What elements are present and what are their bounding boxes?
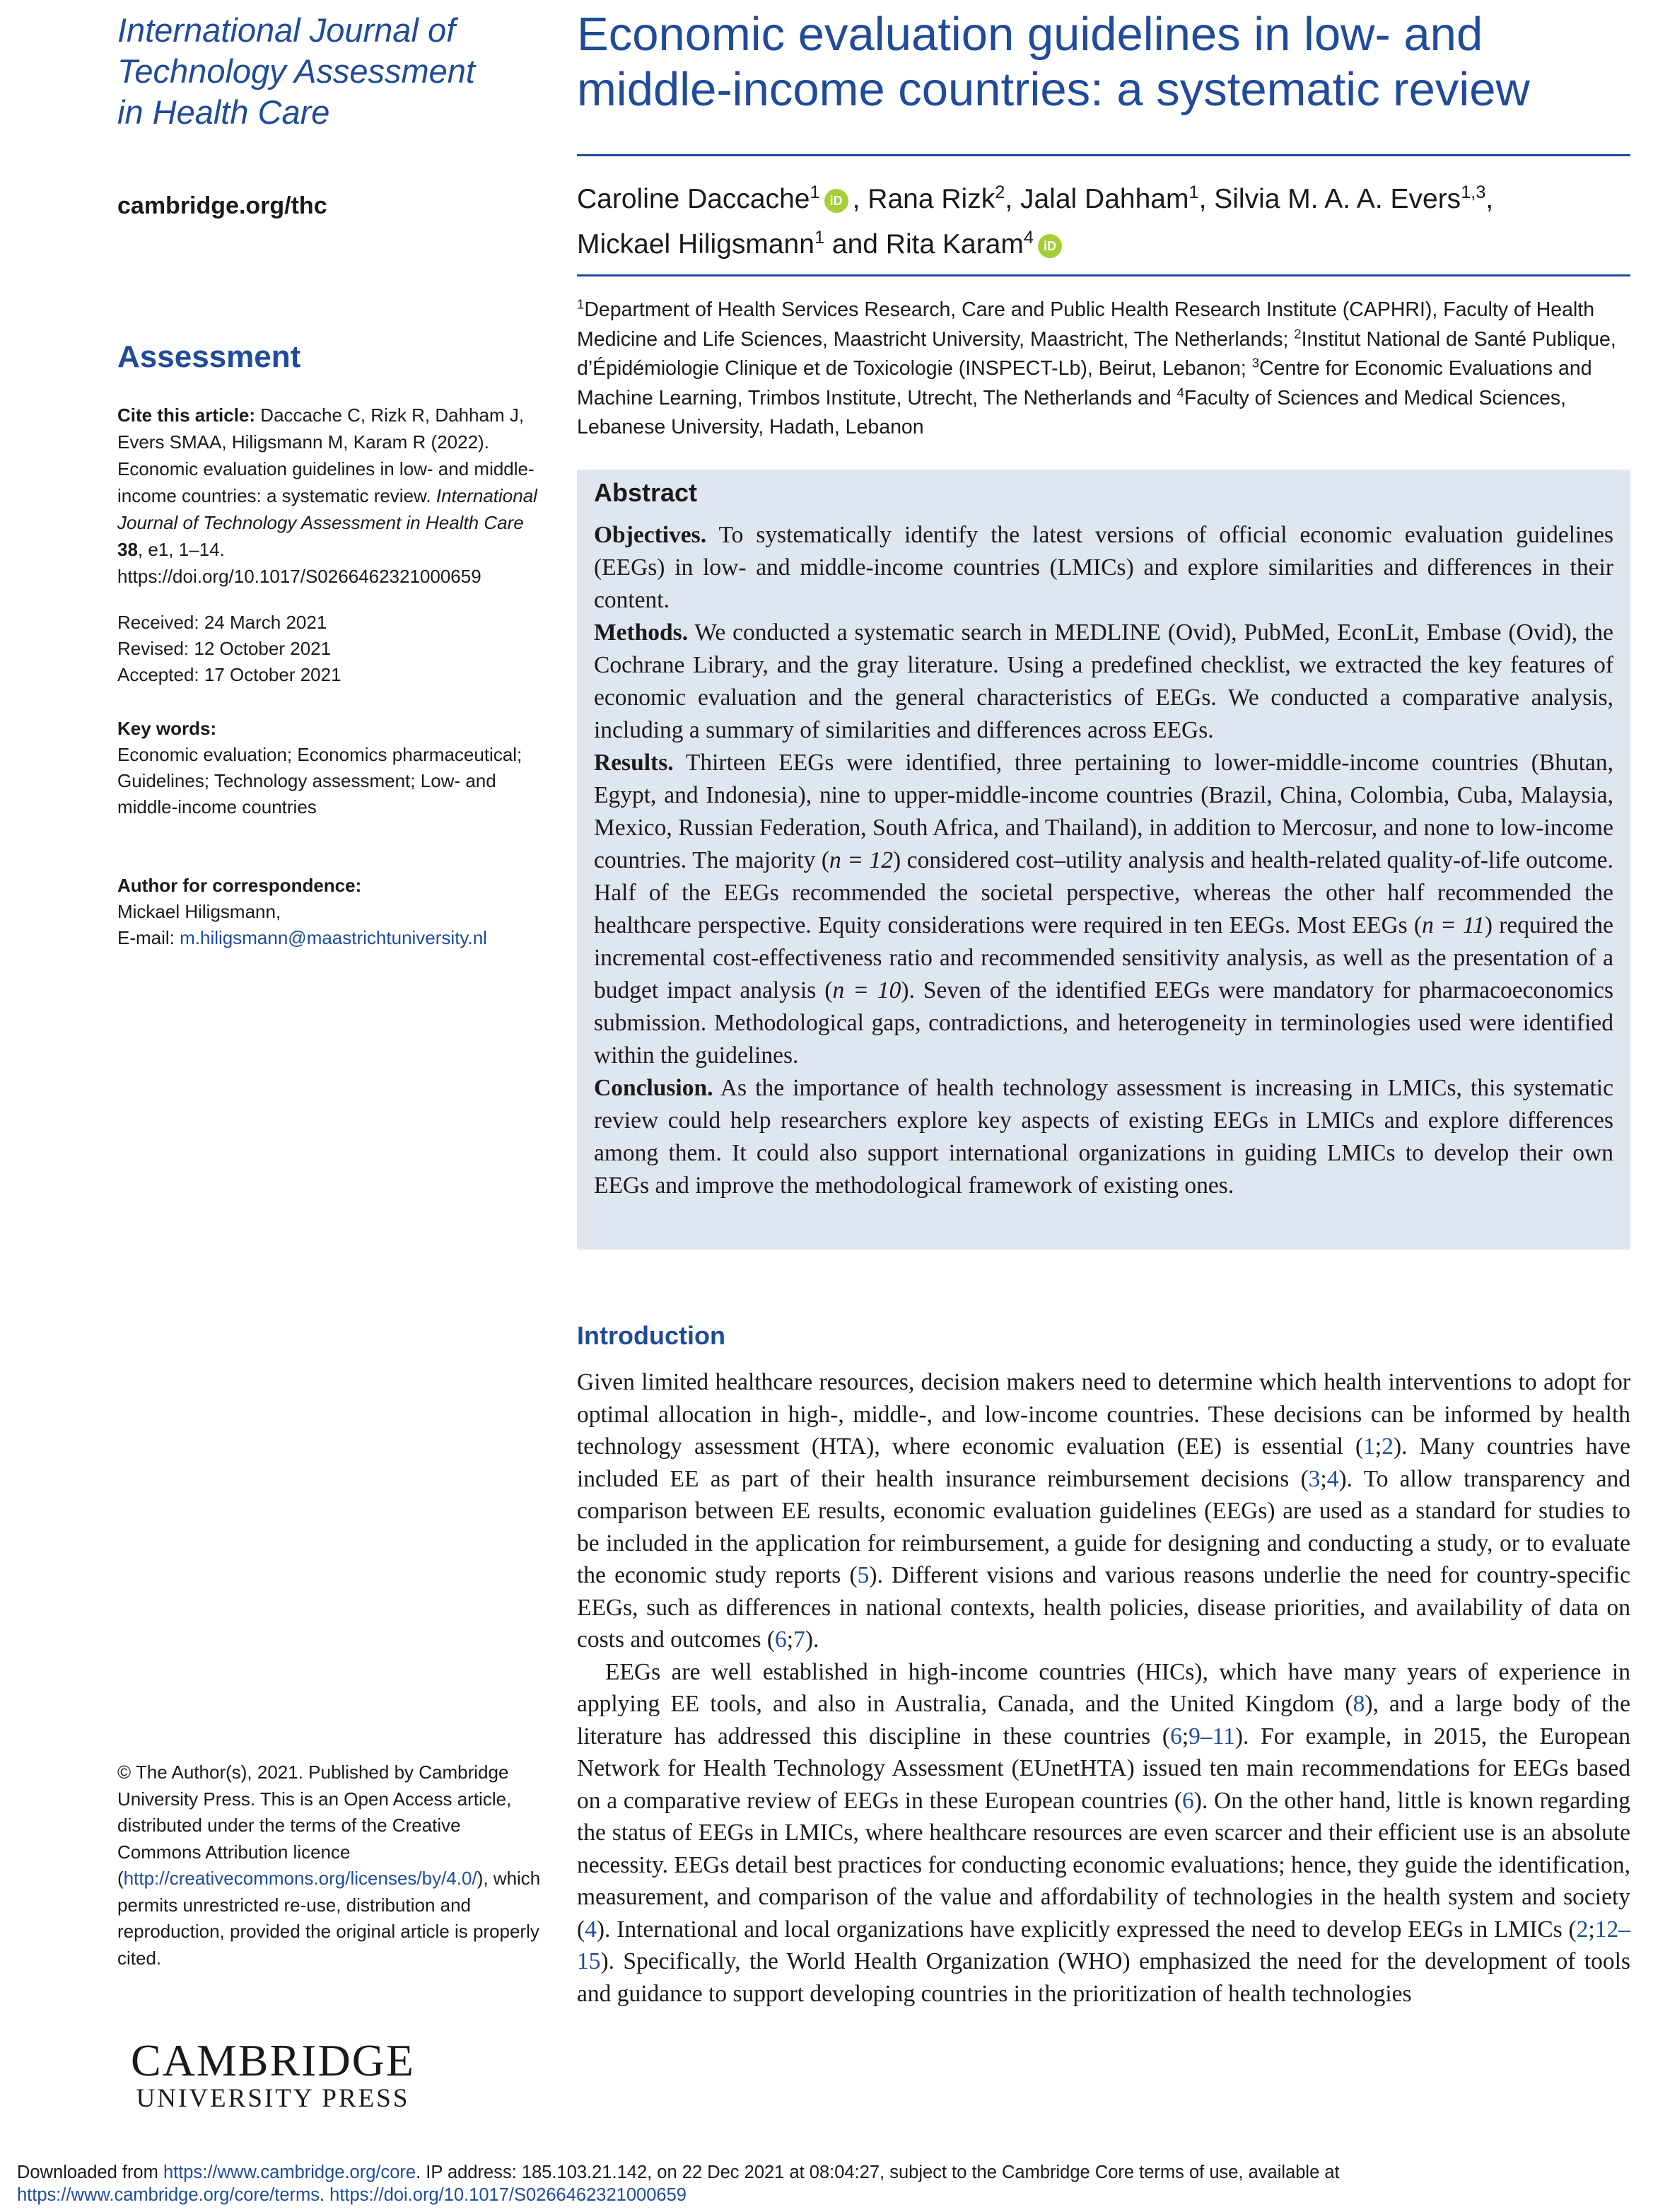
cambridge-logo (117, 2037, 428, 2113)
correspondence-name: Mickael Hiligsmann, (117, 901, 281, 922)
reference-link[interactable]: 4 (585, 1916, 597, 1943)
introduction-paragraph-1 (577, 1366, 1630, 1656)
journal-name: International Journal of Technology Assessment in Health Care (117, 11, 475, 131)
body-text: ). To allow transparency and comparison between EE results, economic evaluation guidelines (EEGs) are used as a standard for studies to be included in the application for reimbursement, a guide for designing and conducting a study, or to evaluate the economic study reports ( (577, 1465, 1630, 1588)
affiliation-mark: 2 (1294, 326, 1302, 341)
affiliation-text: Faculty of Sciences and Medical Sciences, Lebanese University, Hadath, Lebanon (577, 386, 1567, 438)
reference-link[interactable]: 4 (1326, 1465, 1339, 1492)
history-dates (117, 610, 542, 688)
author-name: Jalal Dahham (1020, 184, 1189, 214)
keywords-text: Economic evaluation; Economics pharmaceutical; Guidelines; Technology assessment; Low- and middle-income countries (117, 744, 522, 817)
terms-link[interactable]: https://www.cambridge.org/core/terms (17, 2185, 320, 2205)
logo-wordmark: CAMBRIDGE (130, 2035, 416, 2085)
download-footer: Downloaded from https://www.cambridge.org/core. IP address: 185.103.21.142, on 22 Dec 2021 at 08:04:27, subject to the Cambridge Core terms of use, available at https://www.cambridge.org/core/terms. https://doi.org/10.1017/S0266462321000659 (17, 2162, 1340, 2205)
affiliation-mark: 4 (1176, 385, 1184, 400)
orcid-icon[interactable]: iD (1038, 234, 1062, 258)
introduction-body (577, 1366, 1630, 2010)
body-text: EEGs are well established in high-income countries (HICs), which have many years of experience in applying EE tools, and also in Australia, Canada, and the United Kingdom ( (577, 1658, 1630, 1717)
body-text: ). Many countries have included EE as part of their health insurance reimbursement decisions ( (577, 1433, 1630, 1492)
author-separator: , (1198, 184, 1215, 214)
body-text: ; (1320, 1465, 1327, 1492)
correspondence-block (117, 873, 542, 951)
received-date: Received: 24 March 2021 (117, 612, 327, 633)
title-divider (577, 154, 1630, 156)
keywords-block (117, 716, 542, 820)
license-text: © The Author(s), 2021. Published by Cambridge University Press. This is an Open Access article, distributed under the terms of the Creative Commons Attribution licence ( (117, 1762, 512, 1889)
author-separator: and (824, 229, 886, 260)
reference-link[interactable]: 6 (1182, 1787, 1194, 1814)
author-separator: , (1005, 184, 1020, 214)
body-text: ; (1374, 1433, 1382, 1460)
reference-link[interactable]: 7 (793, 1626, 805, 1653)
reference-link[interactable]: 3 (1308, 1465, 1321, 1492)
cite-text: Daccache C, Rizk R, Dahham J, Evers SMAA, Hiligsmann M, Karam R (2022). Economic evaluation guidelines in low- and middle-income countries: a systematic review. (117, 404, 535, 506)
author-affiliation-mark: 1 (1188, 182, 1199, 202)
affiliation-mark: 3 (1251, 355, 1260, 371)
affiliation-text: Centre for Economic Evaluations and Machine Learning, Trimbos Institute, Utrecht, The Netherlands and (577, 357, 1592, 409)
author-list (577, 177, 1637, 267)
reference-link[interactable]: 12–15 (577, 1916, 1630, 1974)
article-type-label: Assessment (117, 339, 301, 374)
body-text: Given limited healthcare resources, decision makers need to determine which health interventions to adopt for optimal allocation in high-, middle-, and low-income countries. These decisions can be informed by health technology assessment (HTA), where economic evaluation (EE) is essential ( (577, 1369, 1630, 1460)
author-name: Mickael Hiligsmann (577, 229, 814, 260)
author-separator: , (1485, 184, 1494, 214)
author-separator: , (852, 184, 868, 214)
body-text: ). On the other hand, little is known regarding the status of EEGs in LMICs, where healthcare resources are even scarcer and their efficient use is an absolute necessity. EEGs detail best practices for conducting economic evaluations; hence, they guide the identification, measurement, and comparison of the value and affordability of technologies in the health system and society ( (577, 1787, 1630, 1943)
affiliation-text: Institut National de Santé Publique, d’Épidémiologie Clinique et de Toxicologie (INSPECT-Lb), Beirut, Lebanon; (577, 327, 1616, 380)
author-affiliation-mark: 1 (810, 182, 820, 202)
body-text: ). International and local organizations have explicitly expressed the need to develop EEGs in LMICs ( (596, 1916, 1577, 1943)
introduction-paragraph-2 (577, 1656, 1630, 2010)
author-name: Rita Karam (885, 229, 1024, 260)
affiliations (577, 296, 1637, 443)
license-notice (117, 1759, 542, 1972)
citation-block (117, 402, 542, 590)
author-name: Caroline Daccache (577, 184, 810, 214)
reference-link[interactable]: 8 (1353, 1691, 1365, 1717)
author-affiliation-mark: 4 (1023, 228, 1034, 248)
author-name: Silvia M. A. A. Evers (1214, 184, 1461, 214)
body-text: ). For example, in 2015, the European Network for Health Technology Assessment (EUnetHTA) issued ten main recommendations for EEGs based on a comparative review of EEGs in these European countries ( (577, 1723, 1630, 1814)
cite-doi: , e1, 1–14. https://doi.org/10.1017/S0266462321000659 (117, 539, 481, 587)
body-text: ; (786, 1626, 794, 1653)
reference-link[interactable]: 9–11 (1188, 1723, 1235, 1750)
affiliation-mark: 1 (577, 296, 585, 312)
introduction-heading: Introduction (577, 1321, 725, 1350)
cite-journal: International Journal of Technology Assessment in Health Care (117, 485, 537, 533)
journal-site-link[interactable]: cambridge.org/thc (117, 192, 327, 219)
revised-date: Revised: 12 October 2021 (117, 638, 332, 659)
affiliation-text: Department of Health Services Research, Care and Public Health Research Institute (CAPHRI), Faculty of Health Medicine and Life Sciences, Maastricht University, Maastricht, The Netherlands; (577, 298, 1595, 351)
body-text: ), and a large body of the literature has addressed this discipline in these countries ( (577, 1691, 1630, 1750)
abstract-objectives: Objectives. To systematically identify the latest versions of official economic evaluation guidelines (EEGs) in low- and middle-income countries (LMICs) and explore similarities and differences in their content. (594, 522, 1613, 613)
keywords-label: Key words: (117, 718, 217, 739)
cite-label: Cite this article: (117, 404, 256, 426)
email-link[interactable]: m.hiligsmann@maastrichtuniversity.nl (180, 927, 487, 948)
abstract-heading: Abstract (594, 478, 698, 507)
doi-link[interactable]: https://doi.org/10.1017/S0266462321000659 (329, 2185, 687, 2205)
license-link[interactable]: http://creativecommons.org/licenses/by/4.0/ (123, 1868, 477, 1889)
orcid-icon[interactable]: iD (824, 189, 848, 213)
body-text: ; (1588, 1916, 1595, 1943)
body-text: ). Different visions and various reasons underlie the need for country-specific EEGs, such as differences in national contexts, health policies, disease priorities, and availability of data on costs and outcomes ( (577, 1562, 1630, 1653)
license-text-end: ), which permits unrestricted re-use, distribution and reproduction, provided the original article is properly cited. (117, 1868, 541, 1969)
reference-link[interactable]: 6 (1170, 1723, 1182, 1750)
reference-link[interactable]: 5 (857, 1562, 870, 1588)
cite-volume: 38 (117, 539, 138, 560)
logo-subtitle: UNIVERSITY PRESS (136, 2084, 410, 2113)
author-name: Rana Rizk (868, 184, 995, 214)
abstract-results: Results. Thirteen EEGs were identified, three pertaining to lower-middle-income countries (Bhutan, Egypt, and Indonesia), nine to upper-middle-income countries (Brazil, China, Colombia, Cuba, Malaysia, Mexico, Russian Federation, South Africa, and Thailand), in addition to Mercosur, and none to low-income countries. The majority (n = 12) considered cost–utility analysis and health-related quality-of-life outcome. Half of the EEGs recommended the societal perspective, whereas the other half recommended the healthcare perspective. Equity considerations were required in ten EEGs. Most EEGs (n = 11) required the incremental cost-effectiveness ratio and recommended sensitivity analysis, as well as the presentation of a budget impact analysis (n = 10). Seven of the identified EEGs were mandatory for pharmacoeconomics submission. Methodological gaps, contradictions, and heterogeneity in terminologies used were identified within the guidelines. (594, 750, 1613, 1069)
author-affiliation-mark: 1 (814, 228, 825, 248)
abstract-conclusion: Conclusion. As the importance of health technology assessment is increasing in LMICs, this systematic review could help researchers explore key aspects of existing EEGs in LMICs and explore differences among them. It could also support international organizations in guiding LMICs to develop their own EEGs and improve the methodological framework of existing ones. (594, 1075, 1613, 1199)
article-title: Economic evaluation guidelines in low- and middle-income countries: a systematic review (577, 8, 1530, 116)
accepted-date: Accepted: 17 October 2021 (117, 664, 341, 685)
core-link[interactable]: https://www.cambridge.org/core (163, 2162, 416, 2182)
reference-link[interactable]: 1 (1363, 1433, 1375, 1460)
body-text: ; (1181, 1723, 1189, 1750)
reference-link[interactable]: 2 (1382, 1433, 1394, 1460)
email-label: E-mail: (117, 927, 180, 948)
reference-link[interactable]: 6 (775, 1626, 787, 1653)
author-affiliation-mark: 2 (995, 182, 1005, 202)
reference-link[interactable]: 2 (1576, 1916, 1589, 1943)
body-text: ). (805, 1626, 819, 1653)
abstract-methods: Methods. We conducted a systematic search in MEDLINE (Ovid), PubMed, EconLit, Embase (Ovid), the Cochrane Library, and the gray literature. Using a predefined checklist, we extracted the key features of economic evaluation and the general characteristics of EEGs. We conducted a comparative analysis, including a summary of similarities and differences across EEGs. (594, 619, 1613, 743)
authors-divider (577, 274, 1630, 276)
body-text: ). Specifically, the World Health Organization (WHO) emphasized the need for the development of tools and guidance to support developing countries in the prioritization of health technologies (577, 1948, 1630, 2007)
author-affiliation-mark: 1,3 (1461, 182, 1486, 202)
correspondence-label: Author for correspondence: (117, 875, 362, 896)
abstract-body (594, 519, 1613, 1202)
